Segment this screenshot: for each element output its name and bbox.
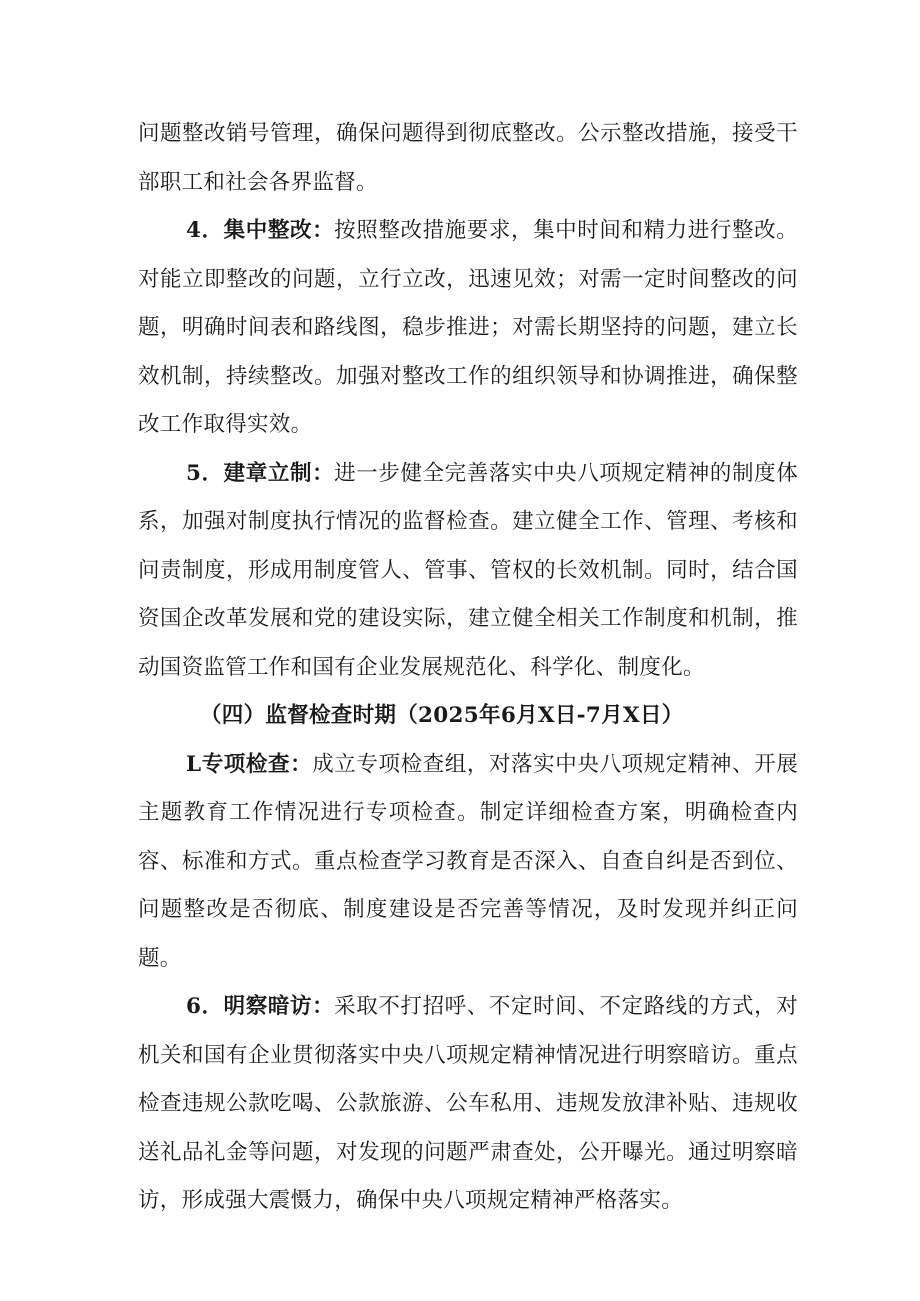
paragraph-text: 进一步健全完善落实中央八项规定精神的制度体系，加强对制度执行情况的监督检查。建立健全工作、管理、考核和问责制度，形成用制度管人、管事、管权的长效机制。同时，结合国资国企改革发展和党的建设实际，建立健全相关工作制度和机制，推动国资监管工作和国有企业发展规范化、科学化、制度化。: [138, 460, 798, 680]
paragraph-lead: 4．集中整改：: [186, 218, 335, 243]
paragraph-lead: L专项检查：: [186, 751, 313, 777]
section-title: （四）监督检查时期（2025年6月X日-7月X日）: [200, 703, 684, 728]
paragraph-lead: 5．建章立制：: [186, 460, 335, 486]
paragraph-establish-rules: [138, 450, 798, 693]
paragraph-text: 问题整改销号管理，确保问题得到彻底整改。公示整改措施，接受干部职工和社会各界监督。: [138, 121, 798, 195]
paragraph-unannounced-visits: [138, 983, 798, 1226]
paragraph-continuation: [138, 110, 798, 207]
paragraph-text: 按照整改措施要求，集中时间和精力进行整改。对能立即整改的问题，立行立改，迅速见效；对需一定时间整改的问题，明确时间表和路线图，稳步推进；对需长期坚持的问题，建立长效机制，持续整改。加强对整改工作的组织领导和协调推进，确保整改工作取得实效。: [138, 218, 798, 437]
document-page: [138, 110, 798, 1226]
paragraph-special-inspection: [138, 741, 798, 984]
paragraph-text: 成立专项检查组，对落实中央八项规定精神、开展主题教育工作情况进行专项检查。制定详细检查方案，明确检查内容、标准和方式。重点检查学习教育是否深入、自查自纠是否到位、问题整改是否彻底、制度建设是否完善等情况，及时发现并纠正问题。: [138, 751, 799, 971]
paragraph-text: 采取不打招呼、不定时间、不定路线的方式，对机关和国有企业贯彻落实中央八项规定精神情况进行明察暗访。重点检查违规公款吃喝、公款旅游、公车私用、违规发放津补贴、违规收送礼品礼金等问题，对发现的问题严肃查处，公开曝光。通过明察暗访，形成强大震慑力，确保中央八项规定精神严格落实。: [138, 994, 798, 1213]
paragraph-lead: 6．明察暗访：: [186, 994, 335, 1019]
paragraph-centralized-rectification: [138, 207, 798, 450]
